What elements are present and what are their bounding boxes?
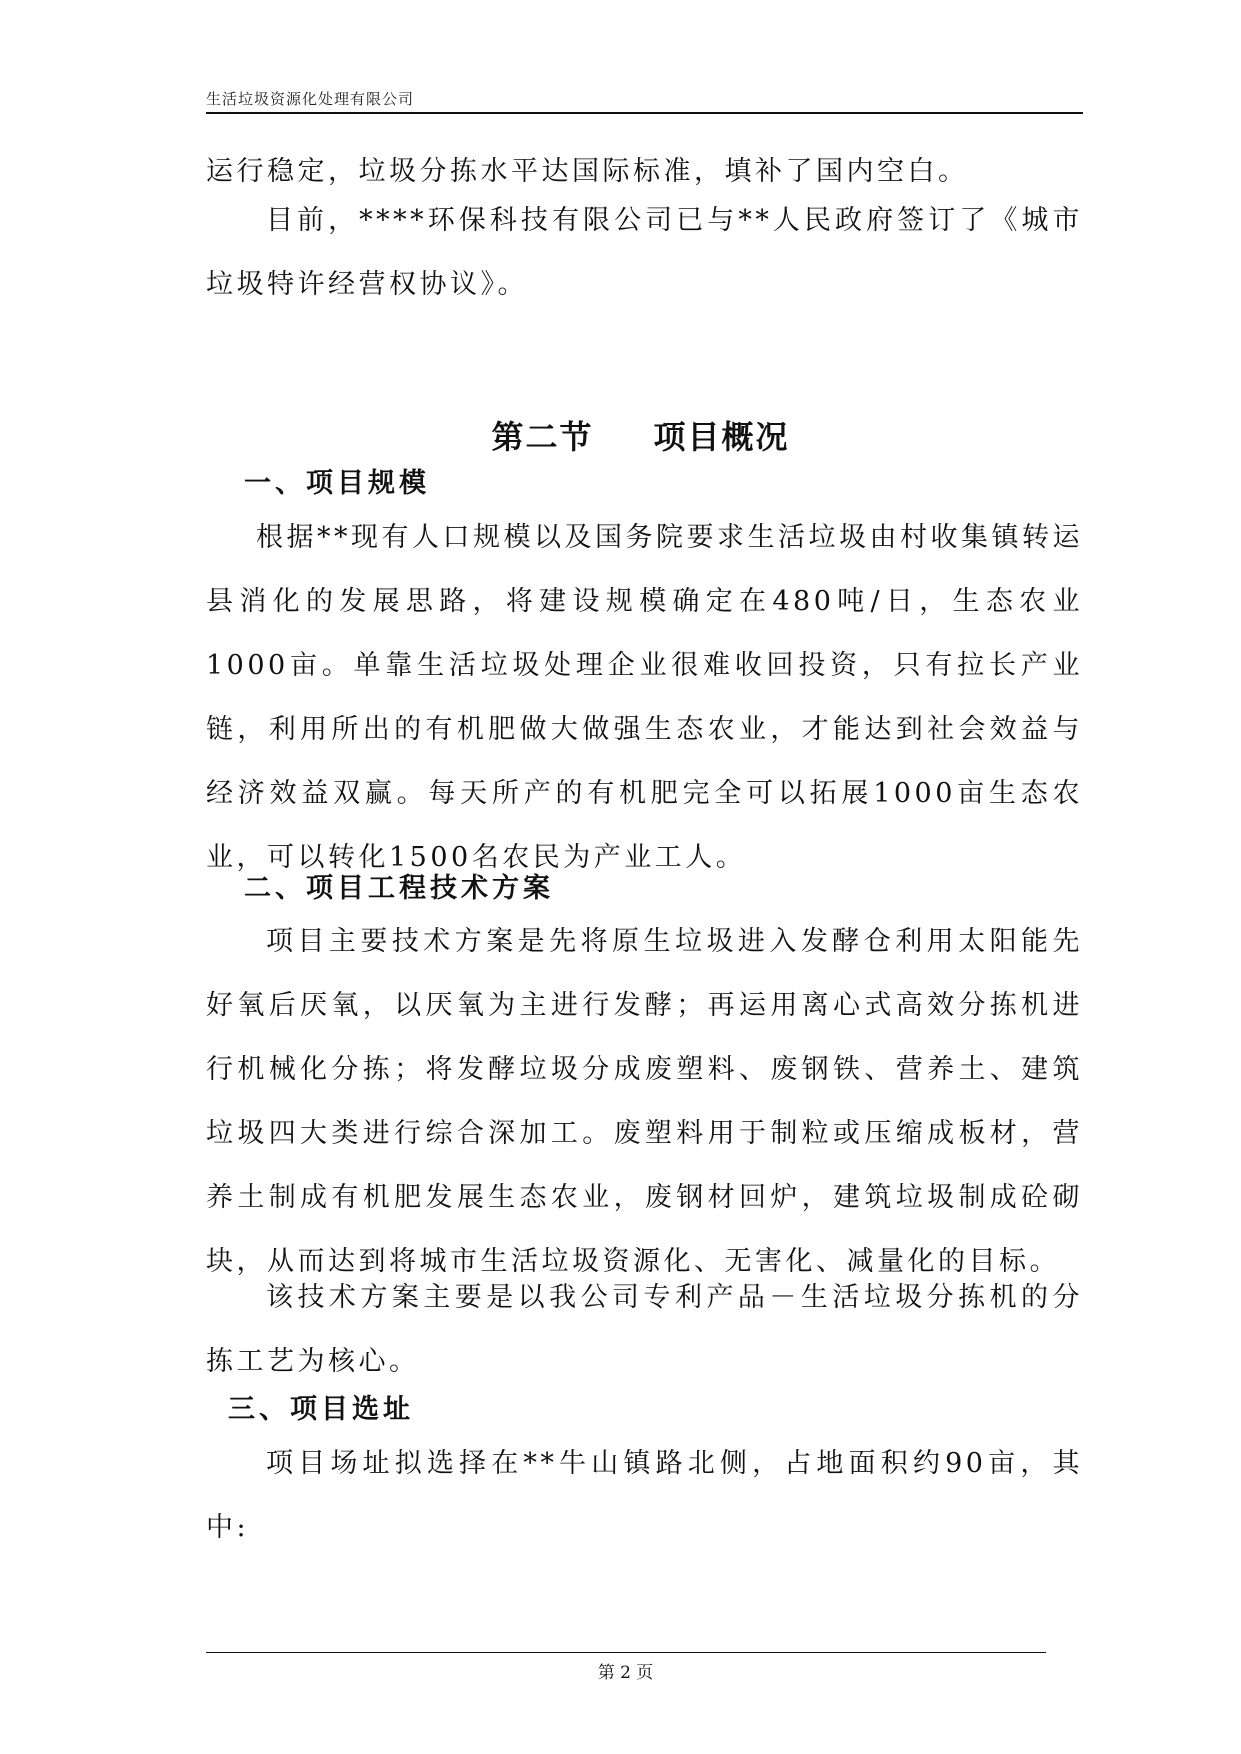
heading-site-selection: 三、项目选址	[228, 1394, 414, 1425]
page-number: 第 2 页	[597, 1663, 654, 1683]
intro-paragraph: 目前，****环保科技有限公司已与**人民政府签订了《城市垃圾特许经营权协议》。	[206, 205, 1083, 300]
footer-divider	[206, 1652, 1046, 1653]
heading-project-scale: 一、项目规模	[244, 468, 430, 499]
intro-line: 运行稳定，垃圾分拣水平达国际标准，填补了国内空白。	[206, 156, 969, 187]
document-header: 生活垃圾资源化处理有限公司	[206, 90, 415, 108]
paragraph-tech-core: 该技术方案主要是以我公司专利产品－生活垃圾分拣机的分拣工艺为核心。	[206, 1282, 1083, 1377]
paragraph-project-scale: 根据**现有人口规模以及国务院要求生活垃圾由村收集镇转运县消化的发展思路，将建设规模确定在480吨/日，生态农业1000亩。单靠生活垃圾处理企业很难收回投资，只有拉长产业链，利用所出的有机肥做大做强生态农业，才能达到社会效益与经济效益双赢。每天所产的有机肥完全可以拓展1000亩生态农业，可以转化1500名农民为产业工人。	[206, 522, 1083, 873]
heading-tech-plan: 二、项目工程技术方案	[244, 873, 554, 904]
header-divider	[206, 112, 1083, 114]
section-name: 项目概况	[653, 418, 790, 456]
paragraph-site-selection: 项目场址拟选择在**牛山镇路北侧，占地面积约90亩，其中:	[206, 1448, 1083, 1543]
section-number: 第二节	[491, 418, 594, 456]
paragraph-tech-plan: 项目主要技术方案是先将原生垃圾进入发酵仓利用太阳能先好氧后厌氧，以厌氧为主进行发酵；再运用离心式高效分拣机进行机械化分拣；将发酵垃圾分成废塑料、废钢铁、营养土、建筑垃圾四大类进行综合深加工。废塑料用于制粒或压缩成板材，营养土制成有机肥发展生态农业，废钢材回炉，建筑垃圾制成砼砌块，从而达到将城市生活垃圾资源化、无害化、减量化的目标。	[206, 926, 1083, 1277]
section-title	[0, 412, 1241, 458]
